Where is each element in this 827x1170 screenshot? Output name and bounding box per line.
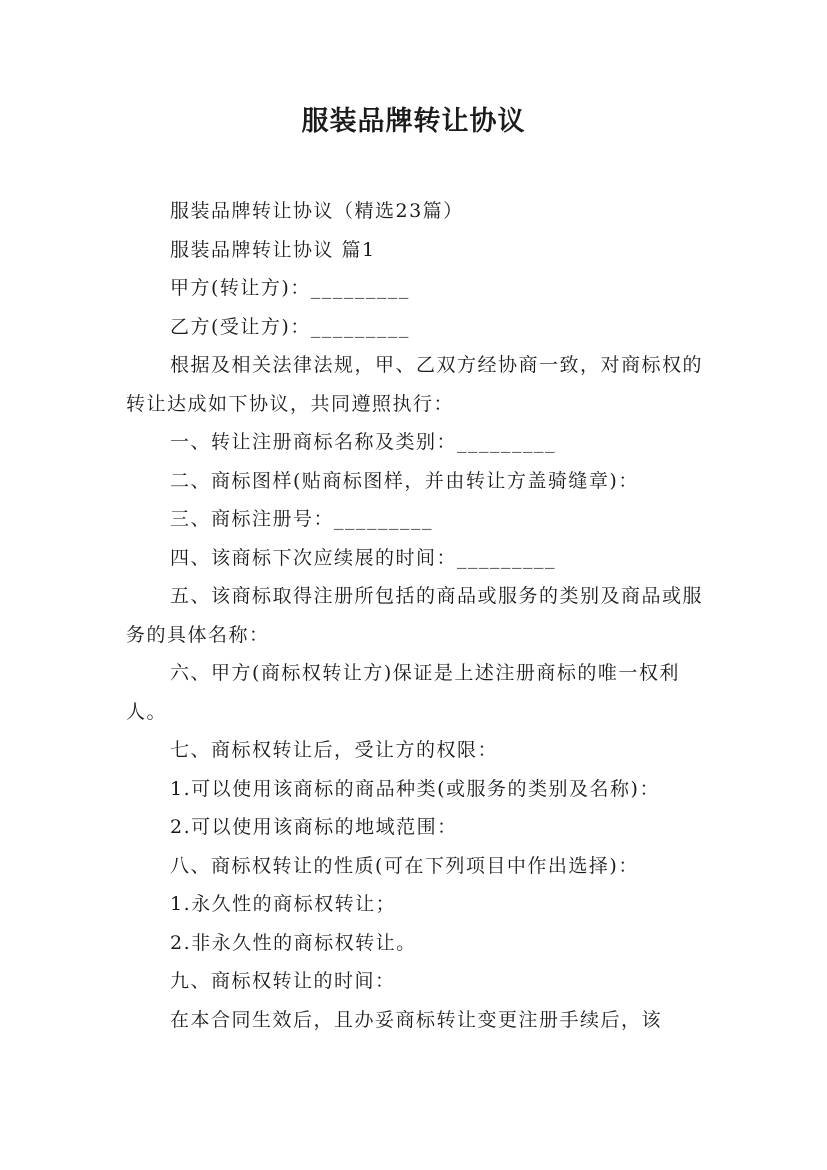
paragraph-clause-9: 九、商标权转让的时间： — [170, 970, 396, 992]
paragraph-clause-7-item-1: 1.可以使用该商标的商品种类(或服务的类别及名称)： — [170, 777, 660, 800]
paragraph-section-heading: 服装品牌转让协议 篇1 — [170, 238, 376, 261]
paragraph-clause-5: 五、该商标取得注册所包括的商品或服务的类别及商品或服务的具体名称： — [126, 585, 704, 646]
paragraph-clause-4: 四、该商标下次应续展的时间：_________ — [170, 546, 557, 569]
paragraph-clause-2: 二、商标图样(贴商标图样，并由转让方盖骑缝章)： — [170, 469, 639, 492]
paragraph-preamble: 根据及相关法律法规，甲、乙双方经协商一致，对商标权的转让达成如下协议，共同遵照执行： — [126, 354, 704, 415]
paragraph-subtitle: 服装品牌转让协议（精选23篇） — [170, 200, 464, 222]
paragraph-clause-8-item-2: 2.非永久性的商标权转让。 — [170, 931, 417, 954]
document-title: 服装品牌转让协议 — [301, 106, 526, 137]
paragraph-clause-8: 八、商标权转让的性质(可在下列项目中作出选择)： — [170, 854, 639, 877]
paragraph-clause-7: 七、商标权转让后，受让方的权限： — [170, 739, 499, 761]
document-body — [126, 192, 712, 1039]
paragraph-party-b: 乙方(受让方)：_________ — [170, 315, 410, 338]
paragraph-clause-3: 三、商标注册号：_________ — [170, 508, 434, 530]
paragraph-party-a: 甲方(转让方)：_________ — [170, 277, 410, 299]
paragraph-clause-6: 六、甲方(商标权转让方)保证是上述注册商标的唯一权利人。 — [126, 662, 680, 723]
paragraph-clause-8-item-1: 1.永久性的商标权转让； — [170, 893, 397, 915]
paragraph-clause-7-item-2: 2.可以使用该商标的地域范围： — [170, 816, 458, 838]
paragraph-clause-9-body: 在本合同生效后，且办妥商标转让变更注册手续后，该 — [170, 1008, 663, 1031]
paragraph-clause-1: 一、转让注册商标名称及类别：_________ — [170, 431, 557, 453]
